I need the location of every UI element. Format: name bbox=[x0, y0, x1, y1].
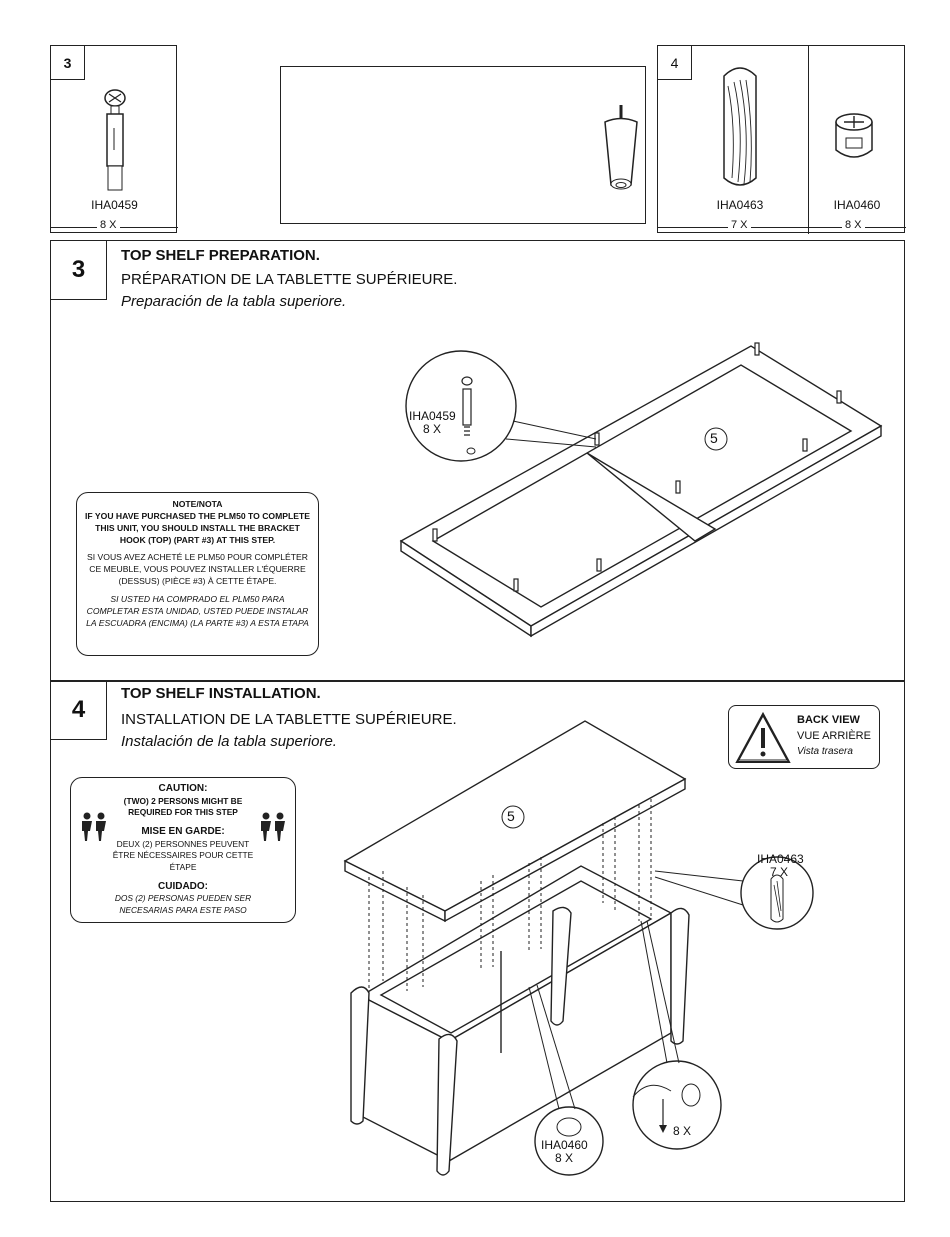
turn-callout-qty: 8 X bbox=[673, 1124, 692, 1138]
note-heading: NOTE/NOTA bbox=[172, 499, 223, 509]
step-number-3: 3 bbox=[51, 241, 107, 300]
part-qty-IHA0460: 8 X bbox=[842, 219, 865, 231]
qty-divider bbox=[658, 227, 906, 228]
step-4-title-es: Instalación de la tabla superiore. bbox=[121, 733, 337, 750]
note-text-es: SI USTED HA COMPRADO EL PLM50 PARA COMPLETAR ESTA UNIDAD, USTED PUEDE INSTALAR LA ESCUADRA (ENCIMA) (LA PARTE #3) A ESTA ETAPA bbox=[86, 594, 309, 628]
parts-box-3 bbox=[50, 45, 177, 233]
step-4-panel bbox=[50, 680, 905, 1202]
back-view-en: BACK VIEW bbox=[797, 714, 860, 726]
caution-text-en: (TWO) 2 PERSONS MIGHT BE REQUIRED FOR THIS STEP bbox=[123, 795, 243, 818]
note-text-en: IF YOU HAVE PURCHASED THE PLM50 TO COMPLETE THIS UNIT, YOU SHOULD INSTALL THE BRACKET HOOK (TOP) (PART #3) AT THIS STEP. bbox=[85, 510, 310, 545]
step-3-title-en: TOP SHELF PREPARATION. bbox=[121, 247, 320, 264]
caution-heading-es: CUIDADO: bbox=[158, 880, 208, 892]
parts-number-3: 3 bbox=[51, 46, 85, 80]
parts-number-4: 4 bbox=[658, 46, 692, 80]
part-qty-IHA0459: 8 X bbox=[97, 219, 120, 231]
back-view-es: Vista trasera bbox=[797, 746, 853, 757]
shelf-part-label: 5 bbox=[710, 430, 718, 446]
note-box bbox=[76, 492, 319, 656]
caution-text-fr: DEUX (2) PERSONNES PEUVENT ÊTRE NÉCESSAIRES POUR CETTE ÉTAPE bbox=[112, 838, 254, 872]
step-3-title-es: Preparación de la tabla superiore. bbox=[121, 293, 347, 310]
part-code-IHA0460: IHA0460 bbox=[833, 198, 881, 212]
back-view-fr: VUE ARRIÈRE bbox=[797, 730, 871, 742]
cam-callout-code: IHA0460 bbox=[541, 1138, 588, 1152]
dowel-callout-qty: 7 X bbox=[770, 865, 789, 879]
step-4-title-en: TOP SHELF INSTALLATION. bbox=[121, 685, 321, 702]
cabinet-assembly-drawing bbox=[51, 681, 906, 1203]
note-text-fr: SI VOUS AVEZ ACHETÉ LE PLM50 POUR COMPLÉTER CE MEUBLE, VOUS POUVEZ INSTALLER L'ÉQUERRE (DESSUS) (PIÈCE #3) À CETTE ÉTAPE. bbox=[87, 552, 308, 587]
cam-callout-qty: 8 X bbox=[555, 1151, 574, 1165]
caution-text-es: DOS (2) PERSONAS PUEDEN SER NECESARIAS PARA ESTE PASO bbox=[114, 893, 252, 915]
step-3-panel bbox=[50, 240, 905, 682]
leg-foot-icon bbox=[281, 67, 647, 225]
dowel-callout-code: IHA0463 bbox=[757, 852, 804, 866]
step-3-callout-code: IHA0459 bbox=[409, 409, 456, 423]
cabinet-part-label: 5 bbox=[507, 808, 515, 824]
part-code-IHA0459: IHA0459 bbox=[91, 198, 138, 212]
caution-heading-fr: MISE EN GARDE: bbox=[141, 825, 225, 837]
step-3-title-fr: PRÉPARATION DE LA TABLETTE SUPÉRIEURE. bbox=[121, 271, 458, 288]
part-qty-IHA0463: 7 X bbox=[728, 219, 751, 231]
step-4-title-fr: INSTALLATION DE LA TABLETTE SUPÉRIEURE. bbox=[121, 711, 457, 728]
leg-illustration-box bbox=[280, 66, 646, 224]
caution-heading-en: CAUTION: bbox=[158, 783, 208, 794]
part-code-IHA0463: IHA0463 bbox=[716, 198, 764, 212]
parts-box-4 bbox=[657, 45, 905, 233]
step-3-callout-qty: 8 X bbox=[423, 422, 442, 436]
step-number-4: 4 bbox=[51, 681, 107, 740]
